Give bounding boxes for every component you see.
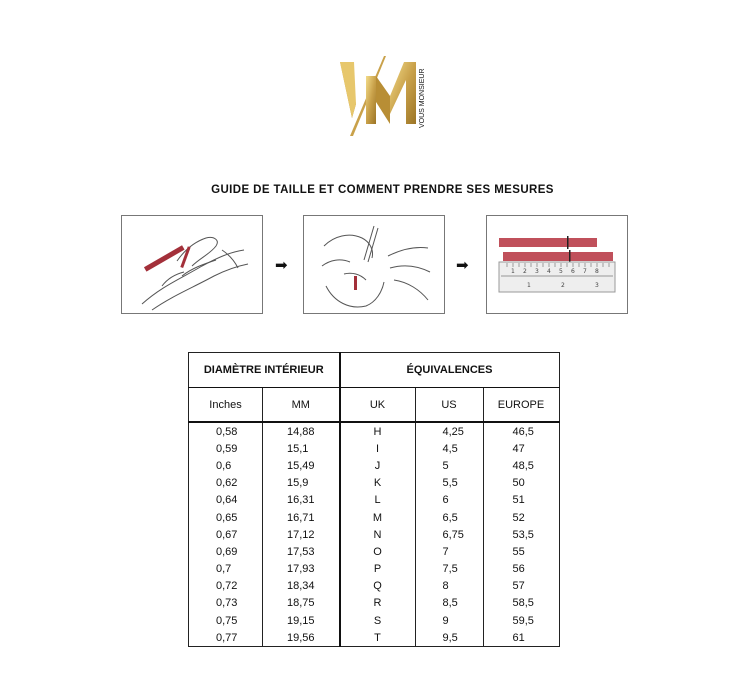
cell-mm: 19,56 xyxy=(263,629,340,647)
logo-text: VOUS MONSIEUR xyxy=(419,68,426,128)
table-row xyxy=(189,629,560,647)
cell-inches: 0,7 xyxy=(189,561,263,578)
arrow-icon: ➡ xyxy=(275,257,288,274)
table-row xyxy=(189,612,560,629)
cell-europe: 58,5 xyxy=(483,595,559,612)
svg-text:2: 2 xyxy=(523,268,527,275)
cell-us: 5,5 xyxy=(415,475,483,492)
cell-inches: 0,58 xyxy=(189,422,263,440)
cell-mm: 16,71 xyxy=(263,509,340,526)
cell-us: 5 xyxy=(415,457,483,474)
column-header-uk: UK xyxy=(340,388,416,423)
cell-mm: 17,53 xyxy=(263,543,340,560)
column-header-europe: EUROPE xyxy=(483,388,559,423)
cell-uk: L xyxy=(340,492,416,509)
table-row xyxy=(189,457,560,474)
table-row xyxy=(189,475,560,492)
cell-uk: N xyxy=(340,526,416,543)
cell-mm: 18,75 xyxy=(263,595,340,612)
cell-inches: 0,77 xyxy=(189,629,263,647)
vous-monsieur-logo xyxy=(320,56,430,138)
column-header-mm: MM xyxy=(263,388,340,423)
cell-us: 6,75 xyxy=(415,526,483,543)
svg-text:1: 1 xyxy=(511,268,515,275)
cell-mm: 15,9 xyxy=(263,475,340,492)
svg-text:1: 1 xyxy=(527,282,531,289)
column-header-us: US xyxy=(415,388,483,423)
cell-us: 6 xyxy=(415,492,483,509)
cell-europe: 55 xyxy=(483,543,559,560)
cell-inches: 0,65 xyxy=(189,509,263,526)
cell-mm: 14,88 xyxy=(263,422,340,440)
svg-text:5: 5 xyxy=(559,268,563,275)
cell-europe: 50 xyxy=(483,475,559,492)
size-table xyxy=(188,352,560,647)
cell-us: 8 xyxy=(415,578,483,595)
cell-uk: P xyxy=(340,561,416,578)
table-row xyxy=(189,422,560,440)
cell-us: 9 xyxy=(415,612,483,629)
table-row xyxy=(189,595,560,612)
table-row xyxy=(189,509,560,526)
cell-europe: 53,5 xyxy=(483,526,559,543)
column-header-inches: Inches xyxy=(189,388,263,423)
table-row xyxy=(189,543,560,560)
cell-uk: S xyxy=(340,612,416,629)
guide-title: GUIDE DE TAILLE ET COMMENT PRENDRE SES MESURES xyxy=(211,184,554,196)
cell-uk: I xyxy=(340,440,416,457)
step-2-panel xyxy=(303,215,445,314)
cell-inches: 0,75 xyxy=(189,612,263,629)
cell-uk: R xyxy=(340,595,416,612)
cell-us: 4,5 xyxy=(415,440,483,457)
cell-mm: 19,15 xyxy=(263,612,340,629)
cell-uk: O xyxy=(340,543,416,560)
cell-us: 7 xyxy=(415,543,483,560)
cell-us: 9,5 xyxy=(415,629,483,647)
cell-us: 4,25 xyxy=(415,422,483,440)
cell-inches: 0,69 xyxy=(189,543,263,560)
cell-europe: 56 xyxy=(483,561,559,578)
cell-uk: T xyxy=(340,629,416,647)
cell-mm: 16,31 xyxy=(263,492,340,509)
cell-inches: 0,72 xyxy=(189,578,263,595)
svg-text:7: 7 xyxy=(583,268,587,275)
cell-inches: 0,6 xyxy=(189,457,263,474)
cell-inches: 0,64 xyxy=(189,492,263,509)
cell-uk: M xyxy=(340,509,416,526)
table-row xyxy=(189,492,560,509)
table-row xyxy=(189,440,560,457)
cell-uk: H xyxy=(340,422,416,440)
cell-europe: 52 xyxy=(483,509,559,526)
step-1-panel xyxy=(121,215,263,314)
cell-europe: 47 xyxy=(483,440,559,457)
cell-inches: 0,73 xyxy=(189,595,263,612)
group-header-diameter: DIAMÈTRE INTÉRIEUR xyxy=(189,353,340,388)
table-row xyxy=(189,526,560,543)
cell-europe: 51 xyxy=(483,492,559,509)
svg-text:8: 8 xyxy=(595,268,599,275)
cell-uk: Q xyxy=(340,578,416,595)
table-row xyxy=(189,578,560,595)
cell-europe: 61 xyxy=(483,629,559,647)
cell-mm: 15,49 xyxy=(263,457,340,474)
cell-europe: 59,5 xyxy=(483,612,559,629)
ruler-measure-icon xyxy=(487,216,628,314)
cell-europe: 48,5 xyxy=(483,457,559,474)
cell-uk: J xyxy=(340,457,416,474)
cell-europe: 57 xyxy=(483,578,559,595)
hand-wrap-icon xyxy=(122,216,263,314)
cell-mm: 18,34 xyxy=(263,578,340,595)
table-row xyxy=(189,561,560,578)
cell-mm: 17,12 xyxy=(263,526,340,543)
cell-mm: 17,93 xyxy=(263,561,340,578)
svg-text:6: 6 xyxy=(571,268,575,275)
svg-text:3: 3 xyxy=(535,268,539,275)
cell-inches: 0,59 xyxy=(189,440,263,457)
cell-europe: 46,5 xyxy=(483,422,559,440)
cell-us: 8,5 xyxy=(415,595,483,612)
arrow-icon: ➡ xyxy=(456,257,469,274)
cell-mm: 15,1 xyxy=(263,440,340,457)
cell-inches: 0,62 xyxy=(189,475,263,492)
step-3-panel xyxy=(486,215,628,314)
cell-inches: 0,67 xyxy=(189,526,263,543)
svg-text:4: 4 xyxy=(547,268,551,275)
svg-text:2: 2 xyxy=(561,282,565,289)
cell-us: 6,5 xyxy=(415,509,483,526)
mark-strip-icon xyxy=(304,216,445,314)
group-header-equivalences: ÉQUIVALENCES xyxy=(340,353,560,388)
cell-us: 7,5 xyxy=(415,561,483,578)
cell-uk: K xyxy=(340,475,416,492)
svg-text:3: 3 xyxy=(595,282,599,289)
